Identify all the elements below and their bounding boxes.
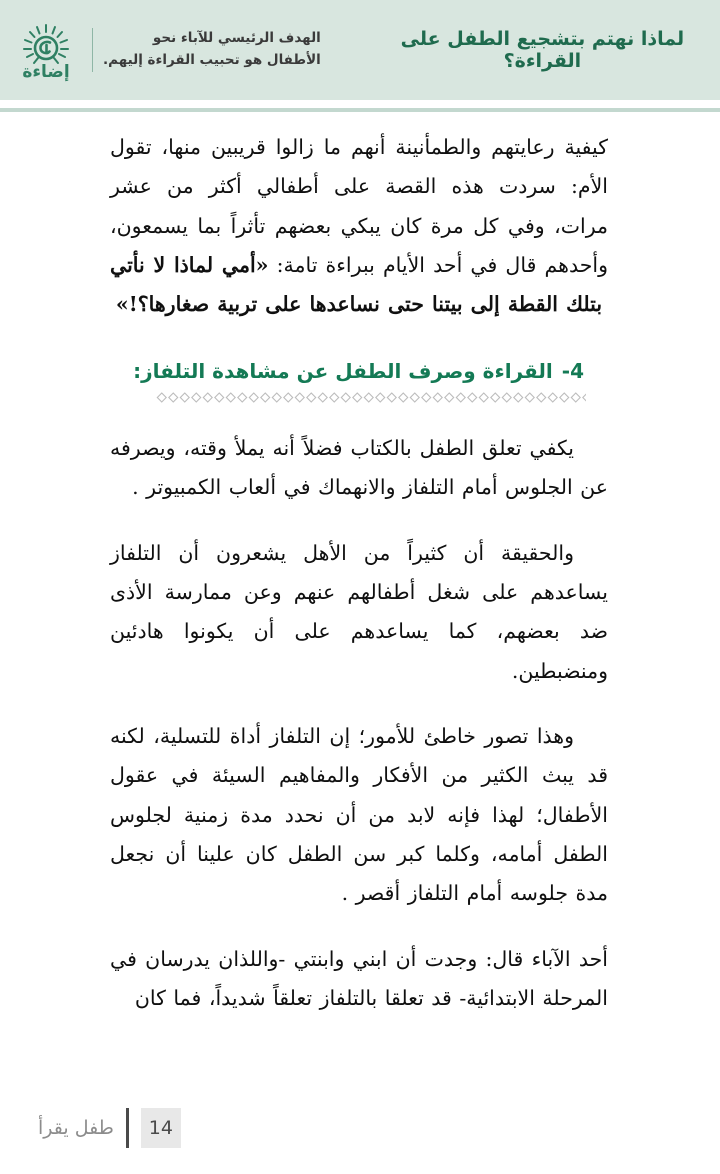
paragraph-5: أحد الآباء قال: وجدت أن ابني وابنتي -واللذان يدرسان في المرحلة الابتدائية- قد تعلقا بالتلفاز تعلقاً شديداً، فما كان [110, 946, 608, 1011]
section-title: القراءة وصرف الطفل عن مشاهدة التلفاز: [133, 358, 553, 383]
sun-burst-icon [21, 23, 71, 67]
chapter-title: لماذا نهتم بتشجيع الطفل على القراءة؟ [400, 28, 685, 72]
page-footer [0, 1088, 720, 1174]
header-subtitle [93, 28, 335, 72]
paragraph-1-quote: «أمي لماذا لا نأتي بتلك القطة إلى بيتنا حتى نساعدها على تربية صغارها؟!» [110, 253, 603, 317]
brand-name: إضاءة [22, 62, 70, 82]
header-subtitle-line-1: الهدف الرئيسي للآباء نحو [152, 30, 321, 47]
header-rule [0, 108, 720, 112]
page-header [0, 0, 720, 100]
paragraph-3: والحقيقة أن كثيراً من الأهل يشعرون أن التلفاز يساعدهم على شغل أطفالهم عنهم وعن ممارسة الأذى ضد بعضهم، كما يساعدهم على أن يكونوا هادئين ومنضبطين. [110, 540, 608, 683]
diamond-divider-icon [156, 392, 586, 403]
paragraph-1-text: كيفية رعايتهم والطمأنينة أنهم ما زالوا قريبين منها، تقول الأم: سردت هذه القصة على أطفالي أكثر من عشر مرات، وفي كل مرة كان يبكي بعضهم تأثراً بما يسمعون، وأحدهم قال في أحد الأيام ببراءة تامة: [110, 135, 608, 278]
footer-inner [38, 1108, 181, 1148]
section-heading [110, 359, 608, 383]
brand-logo [0, 0, 92, 100]
header-divider [92, 28, 93, 72]
book-title: طفل يقرأ [38, 1117, 114, 1139]
paragraph-1 [110, 128, 608, 325]
page-content [110, 128, 608, 1044]
footer-separator [126, 1108, 129, 1148]
section-number: 4- [561, 358, 584, 383]
header-subtitle-line-2: الأطفال هو تحبيب القراءة إليهم. [103, 52, 321, 68]
paragraph-4: وهذا تصور خاطئ للأمور؛ إن التلفاز أداة للتسلية، لكنه قد يبث الكثير من الأفكار والمفاهيم السيئة في عقول الأطفال؛ لهذا فإنه لابد من أن نحدد مدة زمنية لجلوس الطفل أمامه، وكلما كبر سن الطفل كان علينا أن نجعل مدة جلوسه أمام التلفاز أقصر . [110, 723, 608, 906]
paragraph-2: يكفي تعلق الطفل بالكتاب فضلاً أنه يملأ وقته، ويصرفه عن الجلوس أمام التلفاز والانهماك في ألعاب الكمبيوتر . [110, 435, 608, 500]
page-number: 14 [141, 1108, 181, 1148]
section-heading-block [110, 359, 608, 403]
